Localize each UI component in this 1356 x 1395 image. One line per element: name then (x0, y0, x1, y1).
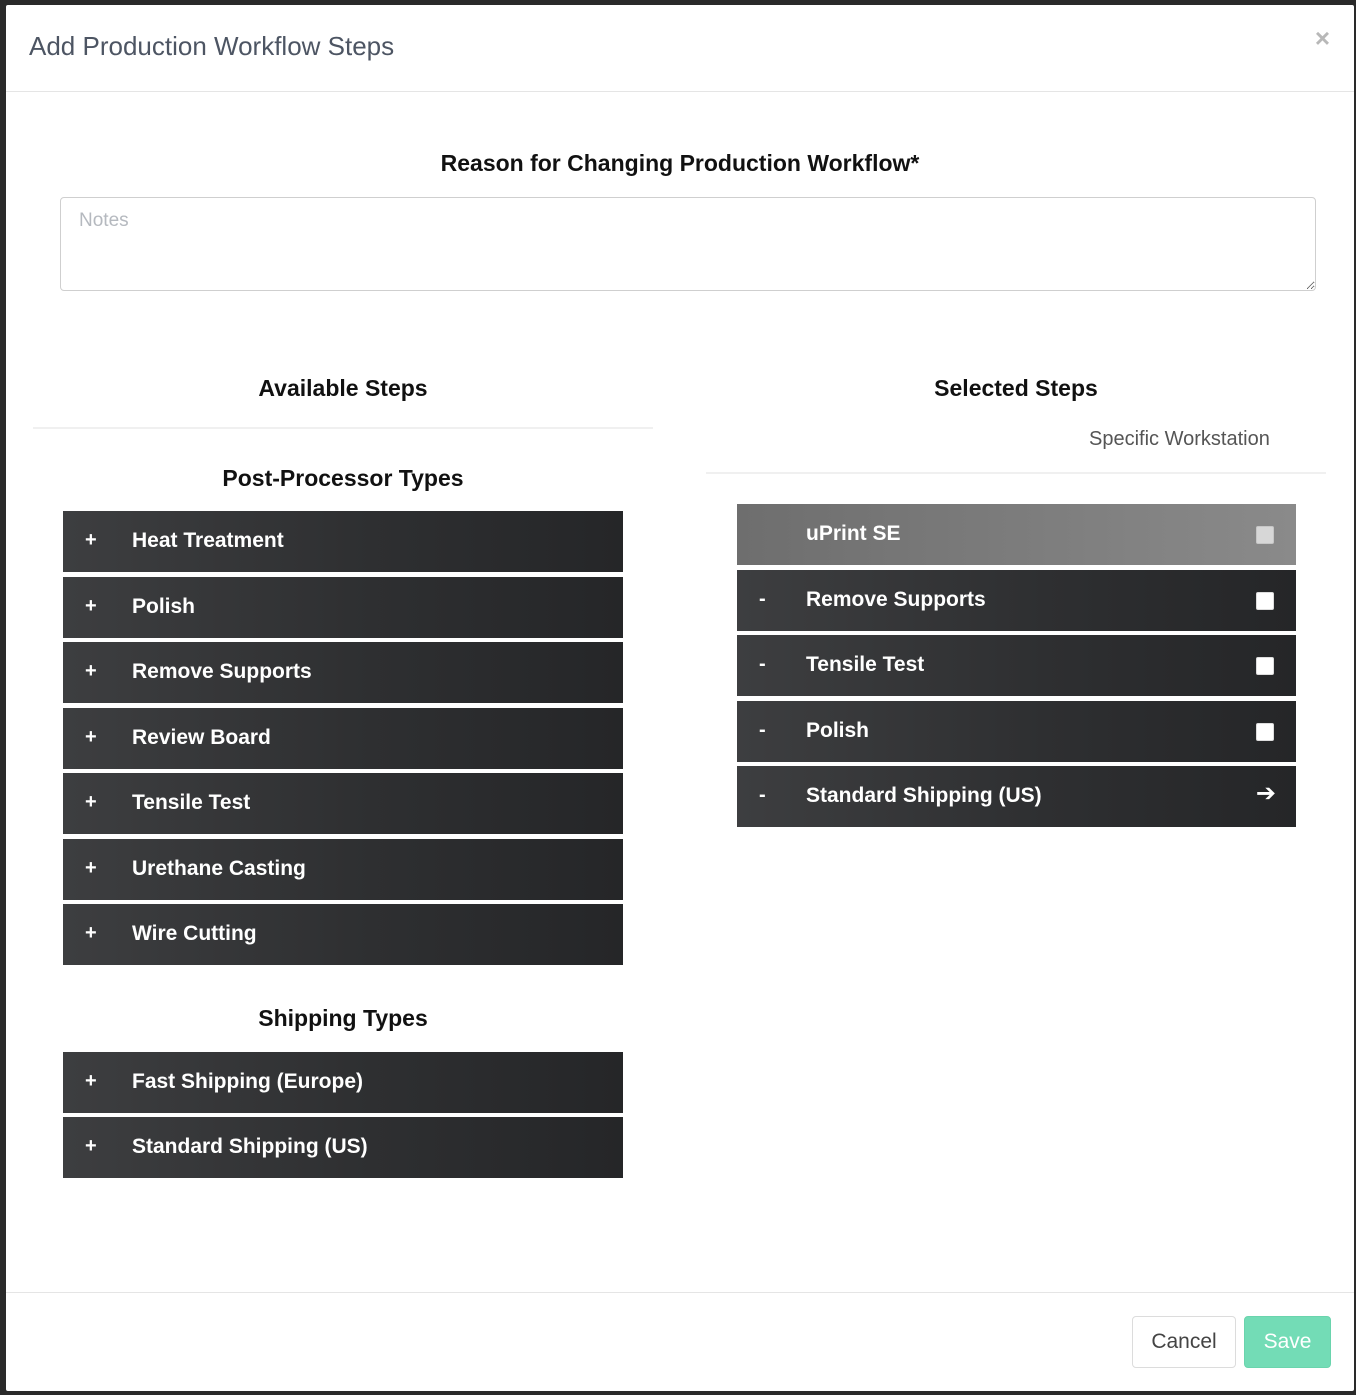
selected-step-polish[interactable] (737, 701, 1296, 762)
available-step-polish[interactable] (63, 577, 623, 638)
plus-icon: + (85, 857, 97, 879)
plus-icon: + (85, 1070, 97, 1092)
workstation-checkbox[interactable] (1256, 723, 1274, 741)
post-processor-types-heading: Post-Processor Types (222, 465, 464, 491)
machine-label: uPrint SE (806, 522, 901, 545)
available-step-remove-supports[interactable] (63, 642, 623, 703)
step-label: Standard Shipping (US) (132, 1135, 368, 1158)
cancel-button[interactable]: Cancel (1132, 1316, 1236, 1368)
shipping-types-heading: Shipping Types (258, 1005, 428, 1031)
arrow-right-icon[interactable]: ➔ (1255, 780, 1276, 807)
modal-footer (6, 1292, 1354, 1392)
minus-icon: - (759, 588, 766, 610)
available-step-standard-shipping-us[interactable] (63, 1117, 623, 1178)
plus-icon: + (85, 660, 97, 682)
minus-icon: - (759, 653, 766, 675)
modal-title: Add Production Workflow Steps (29, 31, 395, 61)
workstation-checkbox[interactable] (1256, 526, 1274, 544)
save-button[interactable]: Save (1244, 1316, 1331, 1368)
step-label: Tensile Test (132, 791, 251, 814)
modal-header (6, 5, 1354, 92)
selected-divider (706, 472, 1326, 474)
step-label: Wire Cutting (132, 922, 257, 945)
step-label: Standard Shipping (US) (806, 784, 1042, 807)
step-label: Fast Shipping (Europe) (132, 1070, 363, 1093)
step-label: Review Board (132, 726, 271, 749)
available-step-fast-shipping-europe[interactable] (63, 1052, 623, 1113)
workstation-checkbox[interactable] (1256, 657, 1274, 675)
plus-icon: + (85, 922, 97, 944)
step-label: Heat Treatment (132, 529, 284, 552)
step-label: Urethane Casting (132, 857, 306, 880)
workstation-checkbox[interactable] (1256, 592, 1274, 610)
selected-steps-heading: Selected Steps (934, 375, 1098, 401)
available-steps-panel (33, 427, 653, 1259)
available-steps-heading: Available Steps (258, 375, 428, 401)
available-step-wire-cutting[interactable] (63, 904, 623, 965)
plus-icon: + (85, 529, 97, 551)
selected-step-remove-supports[interactable] (737, 570, 1296, 631)
minus-icon: - (759, 719, 766, 741)
step-label: Remove Supports (132, 660, 312, 683)
step-label: Remove Supports (806, 588, 986, 611)
close-icon[interactable]: × (1314, 23, 1330, 53)
step-label: Tensile Test (806, 653, 925, 676)
step-label: Polish (132, 595, 196, 618)
selected-machine-uprint-se (737, 504, 1296, 565)
minus-icon: - (759, 784, 766, 806)
notes-textarea[interactable] (60, 197, 1316, 291)
plus-icon: + (85, 595, 97, 617)
plus-icon: + (85, 726, 97, 748)
available-step-tensile-test[interactable] (63, 773, 623, 834)
selected-step-standard-shipping-us[interactable] (737, 766, 1296, 827)
plus-icon: + (85, 1135, 97, 1157)
specific-workstation-label: Specific Workstation (1089, 428, 1270, 450)
selected-step-tensile-test[interactable] (737, 635, 1296, 696)
add-workflow-steps-modal (6, 5, 1354, 1391)
reason-label: Reason for Changing Production Workflow* (440, 150, 920, 176)
available-step-review-board[interactable] (63, 708, 623, 769)
available-step-urethane-casting[interactable] (63, 839, 623, 900)
available-step-heat-treatment[interactable] (63, 511, 623, 572)
plus-icon: + (85, 791, 97, 813)
step-label: Polish (806, 719, 870, 742)
